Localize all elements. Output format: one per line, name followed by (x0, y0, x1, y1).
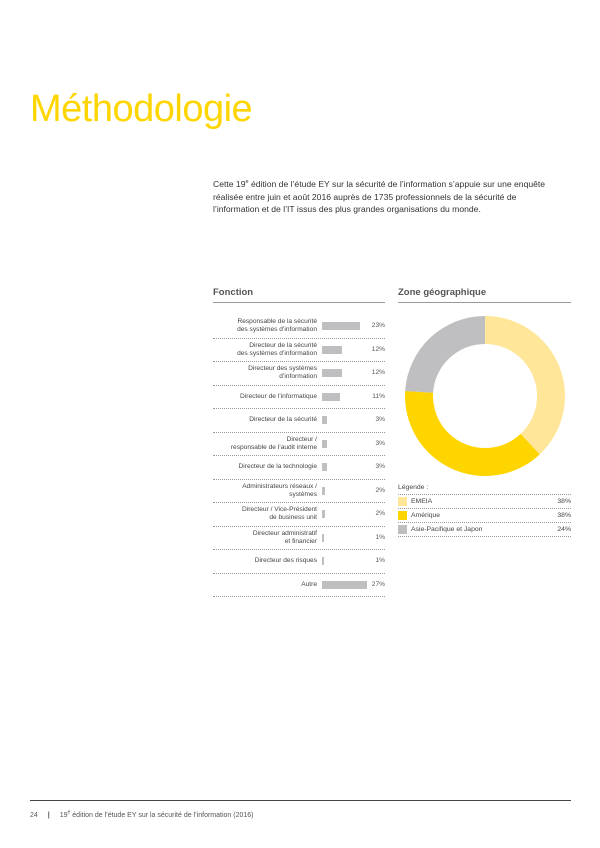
function-bar (322, 581, 367, 589)
function-bar (322, 416, 327, 424)
function-bar-value: 3% (375, 463, 385, 471)
function-bar (322, 510, 325, 518)
function-bar (322, 557, 324, 565)
legend-title: Légende : (398, 484, 571, 495)
legend-items (398, 495, 571, 537)
function-bar-label (207, 416, 317, 424)
function-bar-value: 12% (371, 345, 385, 353)
intro-paragraph (213, 178, 553, 216)
legend-value: 38% (557, 498, 571, 505)
function-bar-chart (213, 315, 385, 597)
function-bar (322, 393, 340, 401)
footer-rule (30, 800, 571, 801)
function-bar-value: 3% (375, 416, 385, 424)
donut-slice (405, 316, 485, 393)
legend-swatch (398, 497, 407, 506)
function-bar (322, 369, 342, 377)
intro-text-end: édition de l’étude EY sur la sécurité de l’information s’appuie sur une enquête réalisée entre juin et août 2016 auprès de 1735 professionnels de la sécurité de l’information et de l’IT issus des plus grandes organisations du monde. (213, 179, 546, 214)
function-bar-row (213, 409, 385, 433)
function-bar-row (213, 574, 385, 598)
donut-slice (485, 316, 565, 454)
legend-value: 38% (557, 512, 571, 519)
function-bar-label (207, 506, 317, 522)
function-bar (322, 346, 342, 354)
function-bar-label (207, 483, 317, 499)
function-bar-label (207, 530, 317, 546)
function-bar-row (213, 480, 385, 504)
geo-chart-title: Zone géographique (398, 287, 487, 298)
donut-slice (405, 391, 540, 476)
function-bar (322, 463, 327, 471)
function-bar-label-line: Administrateurs réseaux / (242, 482, 317, 490)
function-bar-row (213, 456, 385, 480)
legend-item (398, 509, 571, 523)
function-bar-label (207, 463, 317, 471)
function-bar (322, 322, 360, 330)
footer-separator: | (47, 812, 50, 819)
geo-legend (398, 484, 571, 537)
function-chart-title: Fonction (213, 287, 254, 298)
function-bar-label-line: Directeur de l’informatique (240, 392, 317, 400)
function-chart-rule (213, 302, 385, 303)
footer-text-end: édition de l’étude EY sur la sécurité de l’information (2016) (70, 812, 254, 819)
geo-donut-chart (399, 310, 571, 482)
function-bar-label-line: Directeur administratif (252, 529, 317, 537)
function-bar (322, 534, 324, 542)
legend-value: 24% (557, 526, 571, 533)
function-bar-value: 23% (371, 322, 385, 330)
legend-label: EMEIA (411, 498, 433, 505)
function-bar-label-line: Autre (301, 580, 317, 588)
footer-page-number: 24 (30, 812, 38, 819)
function-bar-label-line: systèmes (289, 490, 317, 498)
geo-chart-rule (398, 302, 571, 303)
function-bar-label-line: Directeur des risques (254, 557, 317, 565)
function-bar-value: 1% (375, 557, 385, 565)
legend-swatch (398, 511, 407, 520)
page-title: Méthodologie (30, 88, 253, 130)
intro-superscript: e (245, 179, 249, 186)
function-bar-label (207, 436, 317, 452)
function-bar-label-line: Directeur de la sécurité (249, 416, 317, 424)
function-bar-row (213, 503, 385, 527)
function-bar-label-line: Directeur de la technologie (238, 463, 317, 471)
function-bar-value: 1% (375, 533, 385, 541)
function-bar-row (213, 339, 385, 363)
function-bar-label (207, 557, 317, 565)
function-bar-row (213, 315, 385, 339)
function-bar-value: 2% (375, 486, 385, 494)
intro-text-start: Cette 19 (213, 179, 246, 189)
function-bar (322, 487, 325, 495)
function-bar (322, 440, 327, 448)
function-bar-value: 3% (375, 439, 385, 447)
function-bar-label-line: responsable de l’audit interne (230, 443, 317, 451)
function-bar-value: 27% (371, 580, 385, 588)
function-bar-row (213, 433, 385, 457)
function-bar-value: 11% (372, 392, 385, 400)
footer-superscript: e (67, 809, 71, 816)
footer (30, 809, 254, 819)
legend-item (398, 495, 571, 509)
function-bar-label (207, 393, 317, 401)
function-bar-row (213, 386, 385, 410)
function-bar-label-line: de business unit (269, 514, 317, 522)
function-bar-label-line: Directeur / Vice-Président (241, 506, 317, 514)
function-bar-label-line: Responsable de la sécurité (237, 318, 317, 326)
function-bar-label-line: Directeur / (286, 435, 317, 443)
function-bar-label-line: et financier (284, 537, 317, 545)
footer-text-start: 19 (59, 812, 68, 819)
function-bar-label (207, 365, 317, 381)
function-bar-row (213, 527, 385, 551)
function-bar-row (213, 550, 385, 574)
function-bar-label-line: Directeur de la sécurité (249, 341, 317, 349)
function-bar-label (207, 342, 317, 358)
function-bar-label (207, 318, 317, 334)
function-bar-row (213, 362, 385, 386)
legend-swatch (398, 525, 407, 534)
legend-item (398, 523, 571, 537)
function-bar-label-line: des systèmes d’information (237, 349, 317, 357)
function-bar-label-line: d’information (279, 373, 317, 381)
function-bar-label (207, 581, 317, 589)
function-bar-label-line: Directeur des systèmes (248, 365, 317, 373)
function-bar-value: 2% (375, 510, 385, 518)
legend-label: Amérique (411, 512, 441, 519)
legend-label: Asie-Pacifique et Japon (411, 526, 483, 533)
function-bar-value: 12% (371, 369, 385, 377)
function-bar-label-line: des systèmes d’information (237, 326, 317, 334)
